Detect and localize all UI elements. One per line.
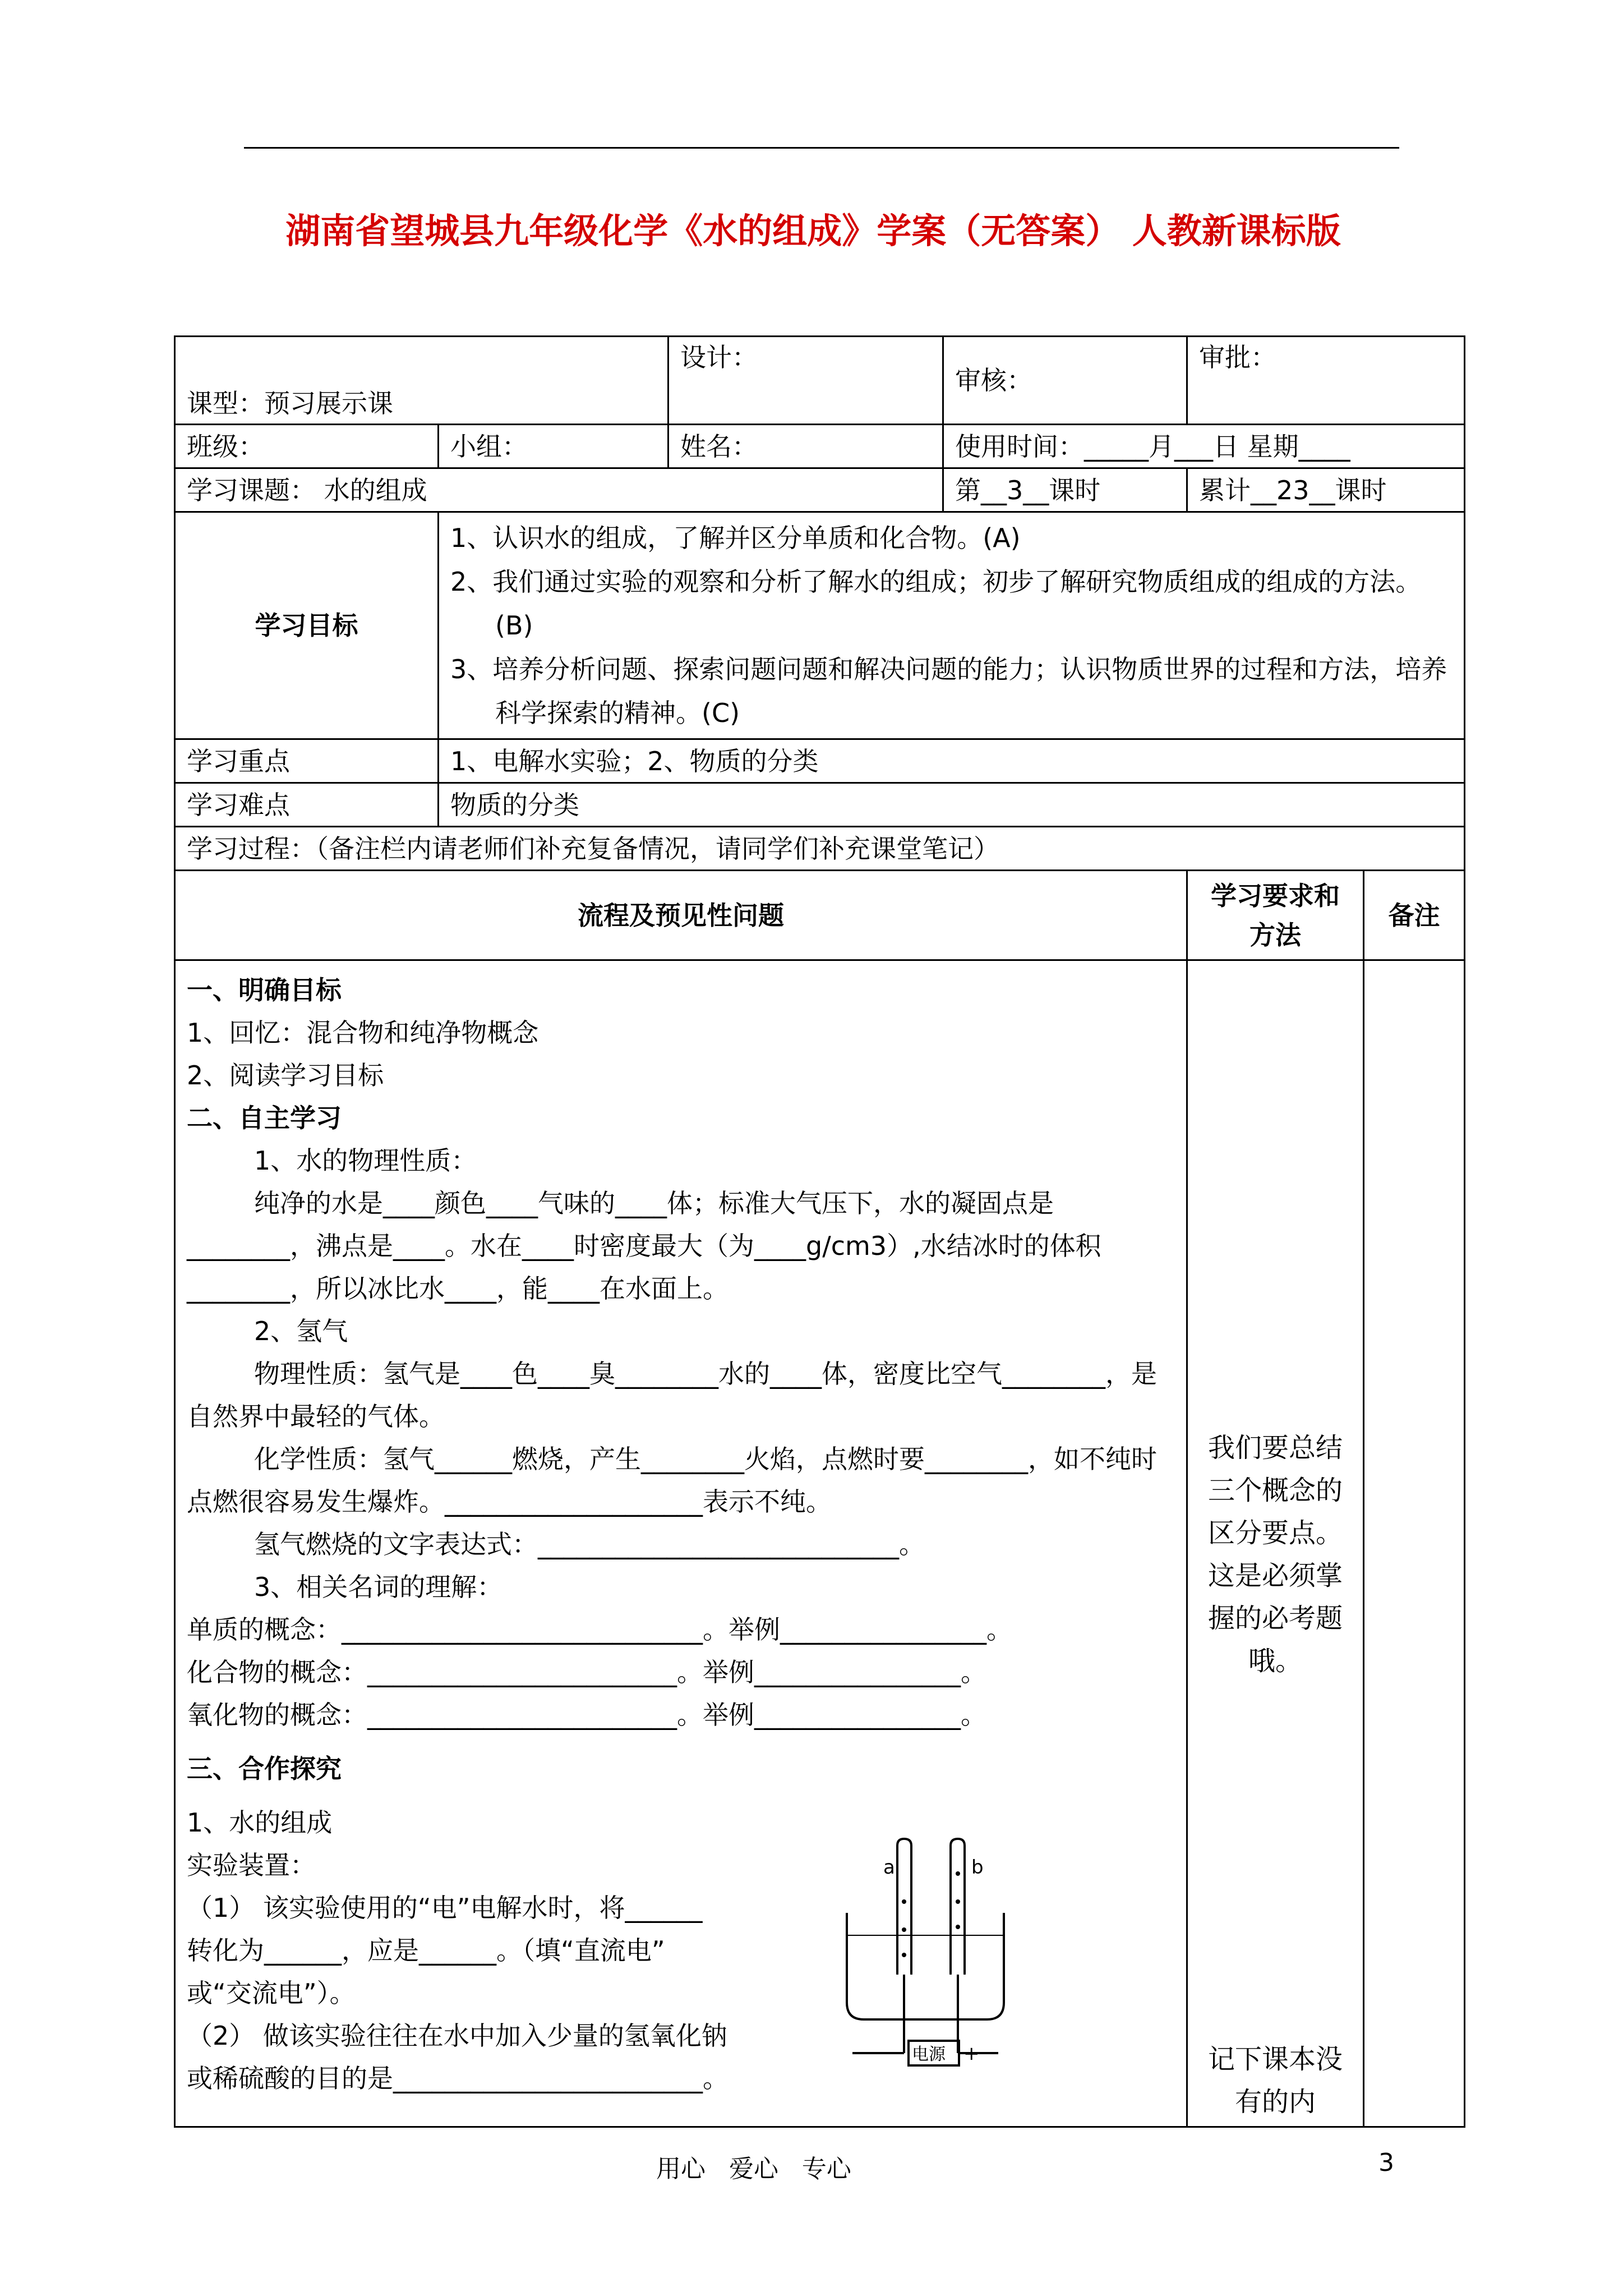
use-time-field: 使用时间：_____月___日 星期____ <box>943 425 1465 468</box>
column-method: 学习要求和方法 <box>1187 871 1364 960</box>
content-line: 化合物的概念：________________________。举例________________。 <box>187 1657 986 1687</box>
method-column <box>1187 960 1364 2127</box>
section-heading: 二、自主学习 <box>187 1103 342 1133</box>
subsection-heading: 1、水的物理性质： <box>254 1145 477 1176</box>
method-note: 记下课本没有的内 <box>1207 2044 1343 2118</box>
subsection-heading: 2、氢气 <box>254 1316 348 1346</box>
objective-item: 3、培养分析问题、探索问题问题和解决问题的能力；认识物质世界的过程和方法，培养科学探索的精神。(C) <box>450 654 1447 728</box>
water-trough <box>847 1913 1004 2019</box>
test-tube-b <box>951 1839 965 1975</box>
objectives-label: 学习目标 <box>175 512 439 739</box>
power-label: 电源 <box>912 2045 946 2064</box>
subsection-heading: 1、水的组成 <box>187 1807 333 1838</box>
objectives-list <box>439 512 1465 739</box>
lesson-number: 第__3__课时 <box>943 468 1187 512</box>
total-lessons: 累计__23__课时 <box>1187 468 1465 512</box>
review-field: 审核： <box>943 337 1187 425</box>
content-line: 1、回忆：混合物和纯净物概念 <box>187 1018 539 1048</box>
document-title: 湖南省望城县九年级化学《水的组成》学案（无答案） 人教新课标版 <box>285 210 1341 251</box>
content-line: 氧化物的概念：________________________。举例________________。 <box>187 1700 986 1730</box>
course-type: 课型：预习展示课 <box>175 337 668 425</box>
content-line: 单质的概念：____________________________。举例________________。 <box>187 1614 1012 1645</box>
content-line: 实验装置： <box>187 1850 316 1880</box>
subsection-heading: 3、相关名词的理解： <box>254 1572 503 1602</box>
column-remark: 备注 <box>1364 871 1465 960</box>
page-number: 3 <box>1378 2148 1394 2177</box>
electrolysis-apparatus-diagram <box>841 1834 1009 2070</box>
content-line: 转化为______，应是______。（填“直流电” <box>187 1935 665 1966</box>
footer-slogan: 用心 爱心 专心 <box>656 2155 851 2183</box>
label-b: b <box>971 1856 984 1879</box>
focus-label: 学习重点 <box>175 739 439 783</box>
content-line: （1） 该实验使用的“电”电解水时，将______ <box>187 1893 703 1923</box>
difficulty-label: 学习难点 <box>175 783 439 827</box>
name-field: 姓名： <box>668 425 943 468</box>
content-line: 氢气燃烧的文字表达式：____________________________。 <box>254 1529 925 1559</box>
topic-field: 学习课题： 水的组成 <box>175 468 943 512</box>
objective-item: 1、认识水的组成，了解并区分单质和化合物。(A) <box>450 523 1021 553</box>
column-flow: 流程及预见性问题 <box>175 871 1187 960</box>
section-heading: 三、合作探究 <box>187 1754 342 1784</box>
content-line: 2、阅读学习目标 <box>187 1060 384 1091</box>
section-heading: 一、明确目标 <box>187 975 342 1005</box>
content-paragraph: 化学性质：氢气______燃烧，产生________火焰，点燃时要________，如不纯时点燃很容易发生爆炸。____________________表示不纯。 <box>187 1444 1157 1517</box>
objective-item: 2、我们通过实验的观察和分析了解水的组成；初步了解研究物质组成的组成的方法。(B) <box>450 567 1422 641</box>
process-note: 学习过程：（备注栏内请老师们补充复备情况，请同学们补充课堂笔记） <box>175 827 1465 871</box>
plus-sign: + <box>963 2042 980 2065</box>
focus-value: 1、电解水实验；2、物质的分类 <box>439 739 1465 783</box>
lesson-plan-table <box>174 335 1465 2128</box>
label-a: a <box>883 1856 895 1879</box>
header-rule <box>244 147 1399 149</box>
design-field: 设计： <box>668 337 943 425</box>
class-field: 班级： <box>175 425 439 468</box>
content-line: 或“交流电”）。 <box>187 1978 356 2008</box>
content-paragraph: 纯净的水是____颜色____气味的____体；标准大气压下，水的凝固点是________，沸点是____。水在____时密度最大（为____g/cm3）,水结冰时的体积________，所以冰比水____，能____在水面上。 <box>187 1188 1101 1304</box>
minus-sign: - <box>892 2041 899 2064</box>
remark-column <box>1364 960 1465 2127</box>
content-line: （2） 做该实验往往在水中加入少量的氢氧化钠 <box>187 2021 727 2051</box>
content-line: 或稀硫酸的目的是________________________。 <box>187 2063 728 2093</box>
content-paragraph: 物理性质：氢气是____色____臭________水的____体，密度比空气________，是自然界中最轻的气体。 <box>187 1359 1157 1432</box>
group-field: 小组： <box>439 425 668 468</box>
approve-field: 审批： <box>1187 337 1465 425</box>
flow-content <box>175 960 1187 2127</box>
difficulty-value: 物质的分类 <box>439 783 1465 827</box>
method-note: 我们要总结三个概念的区分要点。这是必须掌握的必考题哦。 <box>1207 1432 1343 1677</box>
